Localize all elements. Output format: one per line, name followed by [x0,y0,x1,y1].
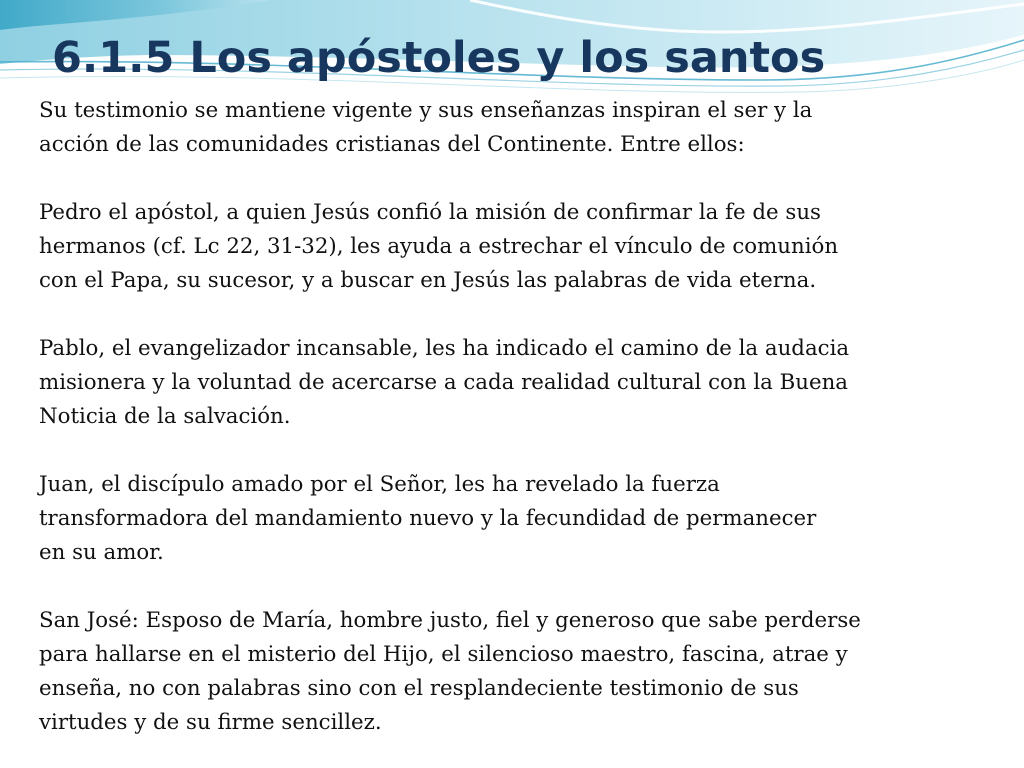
text-line: Pedro el apóstol, a quien Jesús confió la misión de confirmar la fe de sus [39,200,821,225]
text-line: Noticia de la salvación. [39,404,291,429]
text-line: para hallarse en el misterio del Hijo, el silencioso maestro, fascina, atrae y [39,642,848,667]
paragraph-pedro [39,196,999,298]
text-line: Su testimonio se mantiene vigente y sus enseñanzas inspiran el ser y la [39,98,813,123]
paragraph-intro [39,94,999,162]
text-line: con el Papa, su sucesor, y a buscar en Jesús las palabras de vida eterna. [39,268,817,293]
paragraph-san-jose [39,604,999,740]
text-line: acción de las comunidades cristianas del Continente. Entre ellos: [39,132,745,157]
slide-title: 6.1.5 Los apóstoles y los santos [52,33,826,83]
paragraph-juan [39,468,999,570]
text-line: Pablo, el evangelizador incansable, les ha indicado el camino de la audacia [39,336,850,361]
paragraph-pablo [39,332,999,434]
text-line: transformadora del mandamiento nuevo y la fecundidad de permanecer [39,506,817,531]
slide-body [39,94,999,740]
text-line: en su amor. [39,540,164,565]
text-line: virtudes y de su firme sencillez. [39,710,382,735]
text-line: San José: Esposo de María, hombre justo, fiel y generoso que sabe perderse [39,608,861,633]
text-line: enseña, no con palabras sino con el resplandeciente testimonio de sus [39,676,799,701]
text-line: misionera y la voluntad de acercarse a cada realidad cultural con la Buena [39,370,849,395]
text-line: hermanos (cf. Lc 22, 31-32), les ayuda a estrechar el vínculo de comunión [39,234,839,259]
text-line: Juan, el discípulo amado por el Señor, les ha revelado la fuerza [39,472,720,497]
